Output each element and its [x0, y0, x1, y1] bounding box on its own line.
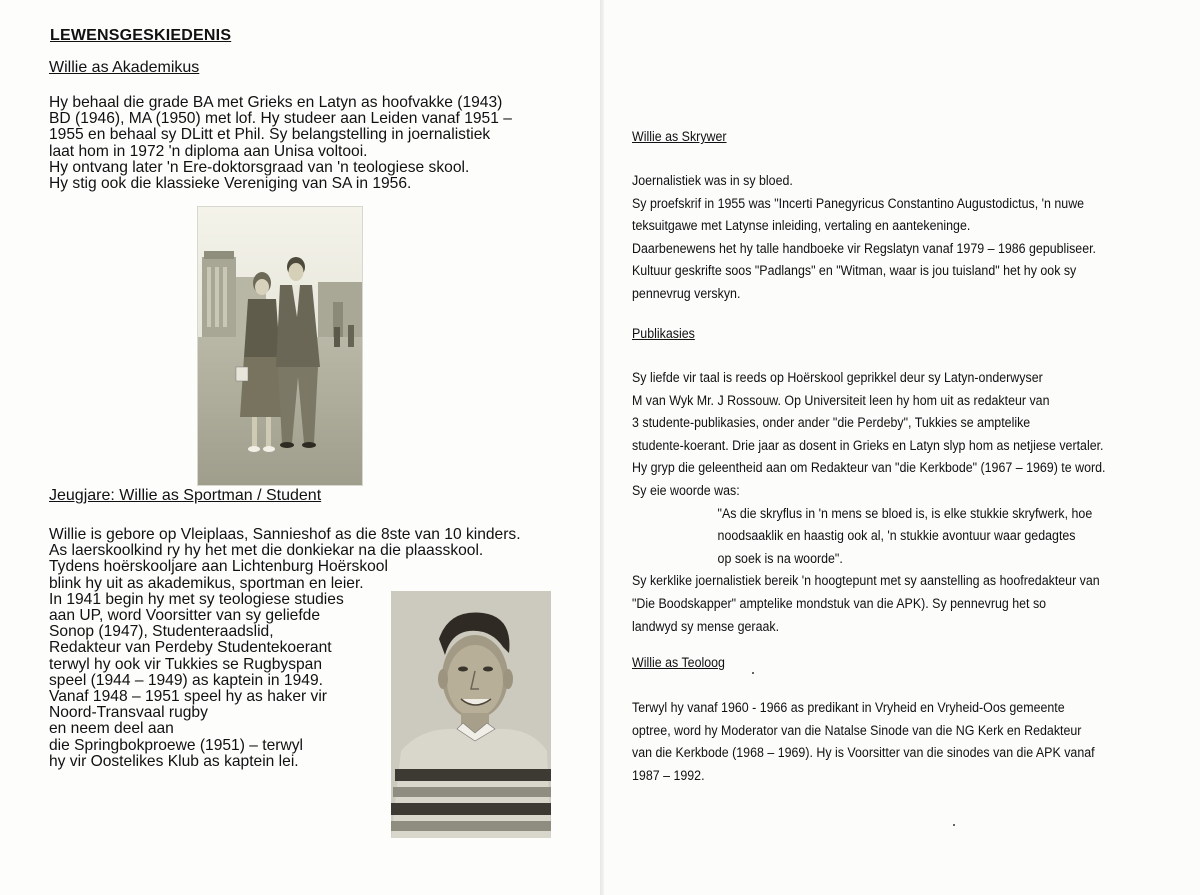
text-line: teksuitgawe met Latynse inleiding, vertaling en aantekeninge.	[632, 218, 971, 234]
photo-rugby-portrait	[391, 591, 551, 838]
scan-speck	[752, 672, 754, 674]
text-line: Hy stig ook die klassieke Vereniging van SA in 1956.	[49, 175, 412, 193]
text-line: Terwyl hy vanaf 1960 - 1966 as predikant in Vryheid en Vryheid-Oos gemeente	[632, 700, 1065, 715]
text-line: 1955 en behaal sy DLitt et Phil. Sy belangstelling in joernalistiek	[49, 126, 491, 144]
text-line: Daarbenewens het hy talle handboeke vir Regslatyn vanaf 1979 – 1986 gepubliseer.	[632, 240, 1097, 256]
quote-line: noodsaaklik en haastig ook al, 'n stukkie avontuur waar gedagtes	[717, 528, 1076, 544]
page-title: LEWENSGESKIEDENIS	[50, 27, 232, 44]
text-line: As laerskoolkind ry hy het met die donkiekar na die plaasskool.	[49, 542, 484, 560]
text-line: van die Kerkbode (1968 – 1969). Hy is Voorsitter van die sinodes van die APK vanaf	[632, 745, 1095, 761]
text-line: pennevrug verskyn.	[632, 285, 741, 301]
photo-rugby-portrait-image	[391, 591, 551, 838]
heading-akademikus: Willie as Akademikus	[49, 59, 200, 76]
text-line: blink hy uit as akademikus, sportman en leier.	[49, 574, 364, 592]
text-line: Sy eie woorde was:	[632, 482, 740, 498]
text-line: Kultuur geskrifte soos "Padlangs" en "Witman, waar is jou tuisland" het hy ook sy	[632, 263, 1077, 279]
quote-line: "As die skryflus in 'n mens se bloed is, is elke stukkie skryfwerk, hoe	[717, 505, 1093, 521]
text-line: hy vir Oostelikes Klub as kaptein lei.	[49, 752, 299, 770]
heading-jeugjare: Jeugjare: Willie as Sportman / Student	[49, 487, 322, 504]
text-line: Willie is gebore op Vleiplaas, Sannieshof as die 8ste van 10 kinders.	[49, 526, 521, 543]
text-line: In 1941 begin hy met sy teologiese studies	[49, 590, 344, 608]
paragraph-publikasies	[632, 367, 1105, 638]
text-line: Sy proefskrif in 1955 was "Incerti Panegyricus Constantino Augustodictus, 'n nuwe	[632, 195, 1085, 211]
text-line: Joernalistiek was in sy bloed.	[632, 173, 793, 188]
text-line: BD (1946), MA (1950) met lof. Hy studeer aan Leiden vanaf 1951 –	[49, 110, 512, 128]
paragraph-akademikus	[49, 95, 512, 192]
quote-line: op soek is na woorde".	[717, 550, 843, 566]
text-line: landwyd sy mense geraak.	[632, 618, 780, 634]
text-line: 3 studente-publikasies, onder ander "die Perdeby", Tukkies se amptelike	[632, 415, 1031, 431]
paragraph-skrywer	[632, 170, 1096, 306]
photo-couple-image	[198, 207, 362, 485]
text-line: aan UP, word Voorsitter van sy geliefde	[49, 607, 321, 625]
text-line: Hy ontvang later 'n Ere-doktorsgraad van 'n teologiese skool.	[49, 158, 470, 176]
text-line: speel (1944 – 1949) as kaptein in 1949.	[49, 671, 323, 689]
text-line: Sy liefde vir taal is reeds op Hoërskool geprikkel deur sy Latyn-onderwyser	[632, 370, 1043, 385]
photo-couple	[197, 206, 363, 486]
text-line: laat hom in 1972 'n diploma aan Unisa voltooi.	[49, 142, 368, 160]
text-line: en neem deel aan	[49, 720, 174, 738]
paragraph-teoloog	[632, 697, 1095, 787]
text-line: Hy behaal die grade BA met Grieks en Latyn as hoofvakke (1943)	[49, 94, 503, 111]
text-line: optree, word hy Moderator van die Natalse Sinode van die NG Kerk en Redakteur	[632, 722, 1082, 738]
heading-teoloog: Willie as Teoloog	[632, 655, 725, 670]
heading-publikasies: Publikasies	[632, 326, 695, 341]
text-line: Sy kerklike joernalistiek bereik 'n hoogtepunt met sy aanstelling as hoofredakteur van	[632, 573, 1100, 589]
scan-speck	[953, 824, 955, 826]
text-line: die Springbokproewe (1951) – terwyl	[49, 736, 303, 754]
text-line: 1987 – 1992.	[632, 767, 705, 783]
text-line: Vanaf 1948 – 1951 speel hy as haker vir	[49, 688, 327, 706]
text-line: Tydens hoërskooljare aan Lichtenburg Hoërskool	[49, 558, 388, 576]
text-line: Noord-Transvaal rugby	[49, 704, 208, 722]
text-line: Sonop (1947), Studenteraadslid,	[49, 623, 274, 641]
text-line: Redakteur van Perdeby Studentekoerant	[49, 639, 332, 657]
text-line: M van Wyk Mr. J Rossouw. Op Universiteit leen hy hom uit as redakteur van	[632, 392, 1050, 408]
text-line: "Die Boodskapper" amptelike mondstuk van die APK). Sy pennevrug het so	[632, 595, 1047, 611]
text-line: studente-koerant. Drie jaar as dosent in Grieks en Latyn slyp hom as netjiese vertaler.	[632, 437, 1104, 453]
text-line: Hy gryp die geleentheid aan om Redakteur van "die Kerkbode" (1967 – 1969) te word.	[632, 460, 1106, 476]
heading-skrywer: Willie as Skrywer	[632, 129, 727, 144]
text-line: terwyl hy ook vir Tukkies se Rugbyspan	[49, 655, 323, 673]
